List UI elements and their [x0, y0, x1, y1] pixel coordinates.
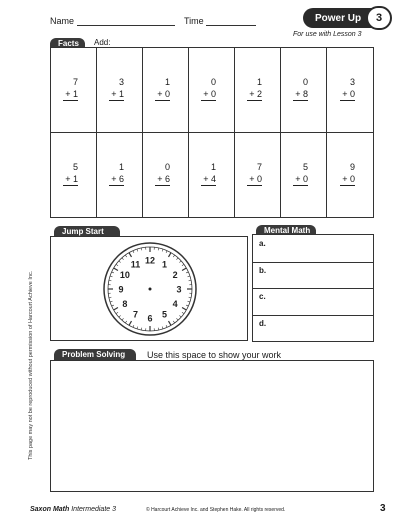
fact-top: 7 [256, 161, 262, 172]
clock-number: 7 [132, 309, 139, 320]
mental-math-tab-label: Mental Math [264, 225, 311, 235]
fact-cell[interactable] [327, 48, 373, 133]
fact-problem [340, 76, 355, 101]
mental-math-letter: a. [259, 239, 266, 248]
clock-tick [188, 276, 190, 277]
fact-cell[interactable] [189, 48, 235, 133]
clock-tick [141, 248, 142, 250]
fact-problem [201, 76, 216, 101]
clock-face [101, 240, 199, 338]
mental-math-answer-area[interactable] [253, 288, 373, 315]
fact-top: 7 [72, 77, 78, 87]
clock-tick [119, 315, 121, 317]
fact-problem [109, 161, 124, 186]
clock-number: 8 [122, 299, 128, 309]
fact-bottom: + 1 [65, 173, 78, 184]
clock-center [149, 288, 152, 291]
fact-top: 5 [72, 161, 78, 172]
clock-tick [162, 327, 163, 329]
fact-bottom: + 0 [342, 173, 355, 184]
fact-bottom: + 6 [111, 173, 124, 184]
fact-problem [247, 161, 262, 186]
fact-problem [155, 161, 170, 186]
clock-tick [182, 268, 186, 271]
mental-math-answer-area[interactable] [253, 262, 373, 289]
fact-bottom: + 4 [203, 173, 216, 184]
clock-number: 12 [144, 255, 156, 266]
fact-bottom: + 0 [342, 89, 355, 99]
clock-tick [176, 318, 178, 320]
clock-number: 3 [176, 284, 182, 295]
fact-cell[interactable] [235, 48, 281, 133]
clock-tick [133, 325, 134, 327]
mental-math-answer-area[interactable] [253, 315, 373, 342]
fact-cell[interactable] [97, 48, 143, 133]
clock-tick [169, 321, 172, 325]
fact-bottom: + 0 [249, 173, 262, 184]
clock-tick [182, 308, 186, 311]
clock-number: 2 [172, 270, 178, 280]
clock-tick [114, 308, 118, 311]
mental-math-box [252, 234, 374, 342]
fact-problem [63, 76, 78, 101]
fact-bottom: + 6 [157, 173, 170, 184]
fact-top: 3 [118, 77, 124, 87]
clock-number: 5 [161, 309, 168, 320]
clock-number: 1 [161, 259, 168, 270]
fact-bottom: + 0 [157, 89, 170, 99]
clock-number: 4 [172, 299, 178, 309]
clock-tick [158, 248, 159, 250]
fact-top: 1 [256, 77, 262, 87]
clock-tick [173, 255, 174, 257]
fact-problem [109, 76, 124, 101]
clock-tick [141, 328, 142, 330]
power-up-label: Power Up [315, 12, 362, 24]
clock-tick [186, 305, 188, 306]
clock-tick [188, 301, 190, 302]
clock-tick [173, 321, 174, 323]
fact-cell[interactable] [327, 133, 373, 218]
book-title-rest: Intermediate 3 [69, 506, 116, 513]
fact-bottom: + 0 [295, 173, 308, 184]
mental-math-answer-area[interactable] [253, 235, 373, 262]
facts-instruction: Add: [94, 38, 111, 47]
page-number: 3 [380, 503, 386, 514]
jump-start-tab-label: Jump Start [62, 226, 104, 236]
clock-tick [112, 305, 114, 306]
fact-problem [340, 161, 355, 186]
clock-tick [189, 280, 191, 281]
clock-tick [189, 297, 191, 298]
clock-tick [109, 280, 111, 281]
fact-top: 0 [210, 77, 216, 87]
book-title [30, 506, 116, 513]
fact-top: 3 [349, 77, 355, 87]
jump-start-box [50, 236, 248, 341]
clock-tick [182, 264, 184, 265]
fact-bottom: + 8 [295, 89, 308, 99]
fact-cell[interactable] [97, 133, 143, 218]
fact-top: 1 [210, 161, 216, 172]
fact-bottom: + 0 [203, 89, 216, 99]
legal-notice: This page may not be reproduced without permission of Harcourt Achieve Inc. [28, 270, 34, 460]
fact-cell[interactable] [143, 133, 189, 218]
fact-problem [63, 161, 78, 186]
clock-tick [169, 253, 172, 257]
clock-number: 9 [118, 284, 124, 295]
clock-tick [166, 251, 167, 253]
clock-tick [182, 312, 184, 313]
clock-tick [119, 261, 121, 263]
clock-tick [122, 258, 124, 260]
clock-tick [137, 327, 138, 329]
fact-bottom: + 1 [111, 89, 124, 99]
fact-top: 0 [164, 161, 170, 172]
fact-problem [293, 76, 308, 101]
work-space-box[interactable] [50, 360, 374, 492]
fact-bottom: + 1 [65, 89, 78, 99]
clock-tick [125, 321, 126, 323]
copyright: © Harcourt Achieve Inc. and Stephen Hake. All rights reserved. [146, 507, 286, 513]
clock-tick [110, 301, 112, 302]
facts-grid [50, 47, 374, 218]
clock-tick [116, 312, 118, 313]
fact-problem [247, 76, 262, 101]
clock-tick [162, 249, 163, 251]
fact-problem [201, 161, 216, 186]
clock-tick [137, 249, 138, 251]
clock-tick [179, 261, 181, 263]
fact-problem [293, 161, 308, 186]
jump-start-tab [54, 226, 120, 236]
clock-tick [114, 268, 118, 271]
clock-number: 10 [119, 270, 130, 280]
clock-tick [176, 258, 178, 260]
lesson-number-badge [366, 6, 392, 30]
clock-tick [110, 276, 112, 277]
fact-cell[interactable] [281, 133, 327, 218]
fact-top: 1 [164, 77, 170, 87]
lesson-number: 3 [375, 12, 383, 24]
problem-solving-tab [54, 349, 136, 360]
clock-tick [112, 272, 114, 273]
clock-tick [158, 328, 159, 330]
time-label: Time [184, 16, 204, 26]
fact-top: 1 [118, 161, 124, 172]
name-field[interactable] [77, 25, 175, 26]
clock-number: 6 [147, 313, 153, 324]
fact-cell[interactable] [51, 133, 97, 218]
mental-math-letter: b. [259, 265, 267, 275]
fact-top: 9 [349, 161, 355, 172]
fact-top: 0 [302, 77, 308, 87]
fact-cell[interactable] [189, 133, 235, 218]
clock-number: 11 [130, 259, 141, 270]
facts-tab-label: Facts [58, 38, 79, 48]
clock-tick [125, 255, 126, 257]
power-up-badge [303, 8, 375, 28]
clock-tick [122, 318, 124, 320]
fact-top: 5 [302, 161, 308, 172]
clock-tick [116, 264, 118, 265]
book-title-bold: Saxon Math [30, 506, 70, 513]
fact-cell[interactable] [51, 48, 97, 133]
mental-math-letter: d. [259, 318, 267, 328]
problem-solving-instruction: Use this space to show your work [147, 350, 282, 360]
clock-tick [166, 325, 167, 327]
clock-tick [133, 251, 134, 253]
fact-cell[interactable] [143, 48, 189, 133]
clock-tick [186, 272, 188, 273]
clock-tick [109, 297, 111, 298]
fact-bottom: + 2 [249, 89, 262, 99]
fact-problem [155, 76, 170, 101]
clock-tick [129, 321, 132, 325]
problem-solving-tab-label: Problem Solving [62, 350, 126, 359]
clock-tick [129, 253, 132, 257]
clock-tick [179, 315, 181, 317]
mental-math-letter: c. [259, 292, 266, 301]
lesson-subtitle: For use with Lesson 3 [293, 31, 362, 38]
name-label: Name [50, 16, 75, 26]
time-field[interactable] [206, 25, 256, 26]
fact-cell[interactable] [235, 133, 281, 218]
fact-cell[interactable] [281, 48, 327, 133]
